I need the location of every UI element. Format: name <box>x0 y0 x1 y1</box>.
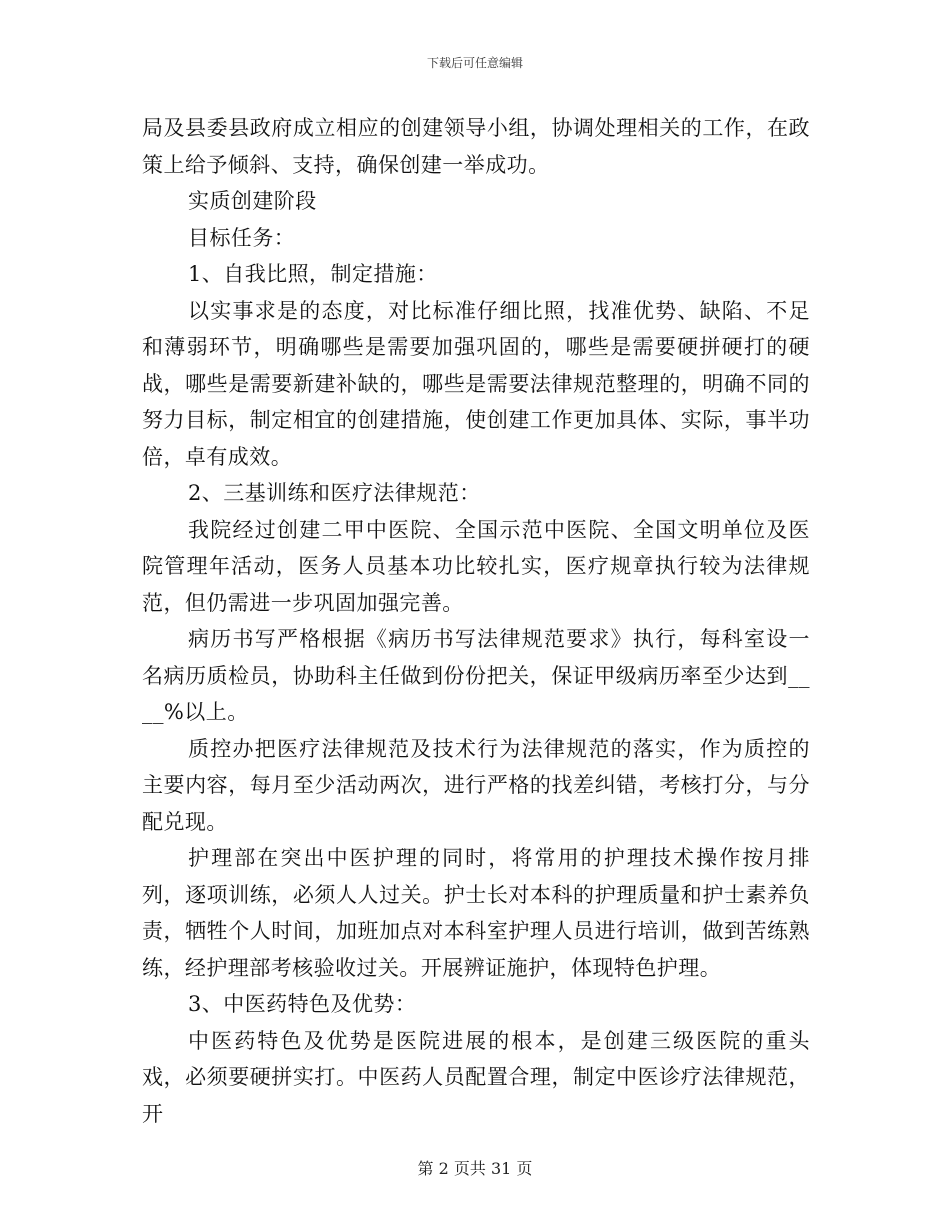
item-heading-2: 2、三基训练和医疗法律规范： <box>188 481 481 505</box>
paragraph: 中医药特色及优势是医院进展的根本，是创建三级医院的重头戏，必须要硬拼实打。中医药人员配置合理，制定中医诊疗法律规范，开 <box>142 1028 810 1126</box>
paragraph-continuation: 局及县委县政府成立相应的创建领导小组，协调处理相关的工作，在政策上给予倾斜、支持，确保创建一举成功。 <box>142 116 810 177</box>
subheading-goals: 目标任务： <box>188 225 296 250</box>
paragraph: 我院经过创建二甲中医院、全国示范中医院、全国文明单位及医院管理年活动，医务人员基本功比较扎实，医疗规章执行较为法律规范，但仍需进一步巩固加强完善。 <box>142 517 810 615</box>
paragraph: 质控办把医疗法律规范及技术行为法律规范的落实，作为质控的主要内容，每月至少活动两次，进行严格的找差纠错，考核打分，与分配兑现。 <box>142 736 810 834</box>
document-body <box>142 110 810 1132</box>
item-heading-1: 1、自我比照，制定措施： <box>188 262 438 286</box>
page-number: 第 2 页共 31 页 <box>417 1159 533 1178</box>
header-note: 下载后可任意编辑 <box>426 56 523 70</box>
paragraph: 以实事求是的态度，对比标准仔细比照，找准优势、缺陷、不足和薄弱环节，明确哪些是需要加强巩固的，哪些是需要硬拼硬打的硬战，哪些是需要新建补缺的，哪些是需要法律规范整理的，明确不同的努力目标，制定相宜的创建措施，使创建工作更加具体、实际，事半功倍，卓有成效。 <box>142 298 810 469</box>
item-heading-3: 3、中医药特色及优势： <box>188 992 417 1016</box>
paragraph: 病历书写严格根据《病历书写法律规范要求》执行，每科室设一名病历质检员，协助科主任做到份份把关，保证甲级病历率至少达到____%以上。 <box>142 627 810 724</box>
section-heading: 实质创建阶段 <box>188 189 317 213</box>
paragraph: 护理部在突出中医护理的同时，将常用的护理技术操作按月排列，逐项训练，必须人人过关。护士长对本科的护理质量和护士素养负责，牺牲个人时间，加班加点对本科室护理人员进行培训，做到苦练熟练，经护理部考核验收过关。开展辨证施护，体现特色护理。 <box>142 846 810 980</box>
